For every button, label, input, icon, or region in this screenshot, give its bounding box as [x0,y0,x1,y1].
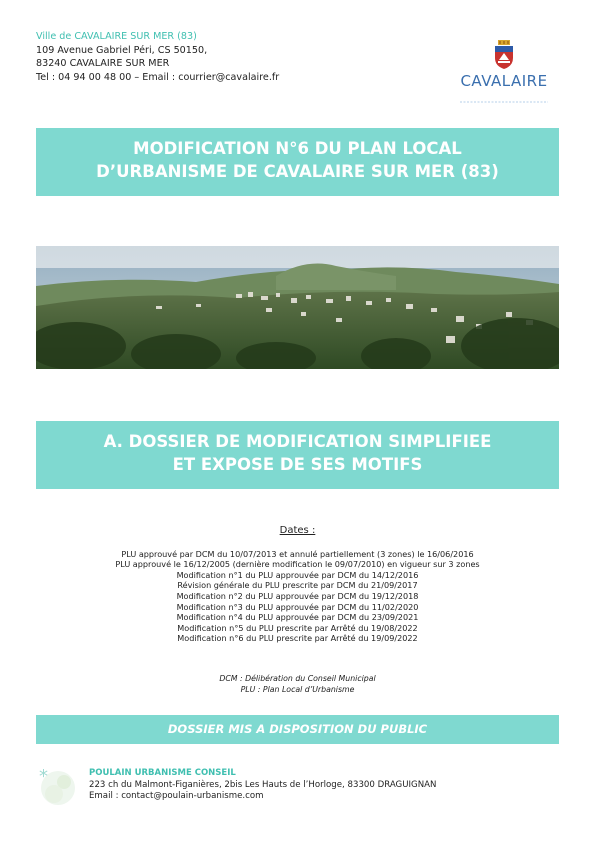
title-line-1: MODIFICATION N°6 DU PLAN LOCAL [133,139,462,158]
date-line: PLU approuvé par DCM du 10/07/2013 et annulé partiellement (3 zones) le 16/06/2016 [121,548,474,559]
consultant-details [89,768,436,803]
logo-wordmark: CAVALAIRE [460,72,548,90]
consultant-email: Email : contact@poulain-urbanisme.com [89,791,264,801]
date-line: Modification n°1 du PLU approuvée par DCM du 14/12/2016 [176,569,419,580]
section-title-band [36,421,559,489]
consultant-logo-icon [36,766,76,806]
dates-block [36,526,559,644]
date-line: Révision générale du PLU prescrite par DCM du 21/09/2017 [177,580,418,591]
abbr-dcm: DCM : Délibération du Conseil Municipal [219,674,376,683]
public-notice-band: DOSSIER MIS A DISPOSITION DU PUBLIC [36,715,559,744]
date-line: Modification n°5 du PLU prescrite par Arrêté du 19/08/2022 [177,622,418,633]
consultant-name: POULAIN URBANISME CONSEIL [89,768,236,778]
abbreviations [36,673,559,695]
section-line-1: A. DOSSIER DE MODIFICATION SIMPLIFIEE [103,432,492,451]
svg-text:*: * [39,766,48,787]
document-title-band [36,128,559,196]
municipality-header [36,30,279,84]
title-line-2: D’URBANISME DE CAVALAIRE SUR MER (83) [96,162,499,181]
date-line: Modification n°6 du PLU prescrite par Arrêté du 19/09/2022 [177,633,418,644]
logo-tagline-rule [458,99,550,105]
consultant-address: 223 ch du Malmont-Figanières, 2bis Les Hauts de l’Horloge, 83300 DRAGUIGNAN [89,779,437,790]
section-line-2: ET EXPOSE DE SES MOTIFS [172,455,423,474]
contact-line: Tel : 04 94 00 48 00 – Email : courrier@cavalaire.fr [36,71,280,83]
address-line-2: 83240 CAVALAIRE SUR MER [36,58,170,69]
date-line: Modification n°3 du PLU approuvée par DCM du 11/02/2020 [176,601,419,612]
town-name: Ville de CAVALAIRE SUR MER (83) [36,31,197,42]
coat-of-arms-icon [493,40,515,70]
date-line: Modification n°2 du PLU approuvée par DCM du 19/12/2018 [176,590,419,601]
dates-heading: Dates : [279,525,316,536]
address-line-1: 109 Avenue Gabriel Péri, CS 50150, [36,44,208,56]
cavalaire-logo [456,40,552,104]
abbr-plu: PLU : Plan Local d’Urbanisme [240,685,355,694]
date-line: Modification n°4 du PLU approuvée par DCM du 23/09/2021 [176,612,419,623]
consultant-footer [36,766,559,810]
date-line: PLU approuvé le 16/12/2005 (dernière modification le 09/07/2010) en vigueur sur 3 zones [115,559,480,570]
panoramic-town-photo [36,246,559,369]
